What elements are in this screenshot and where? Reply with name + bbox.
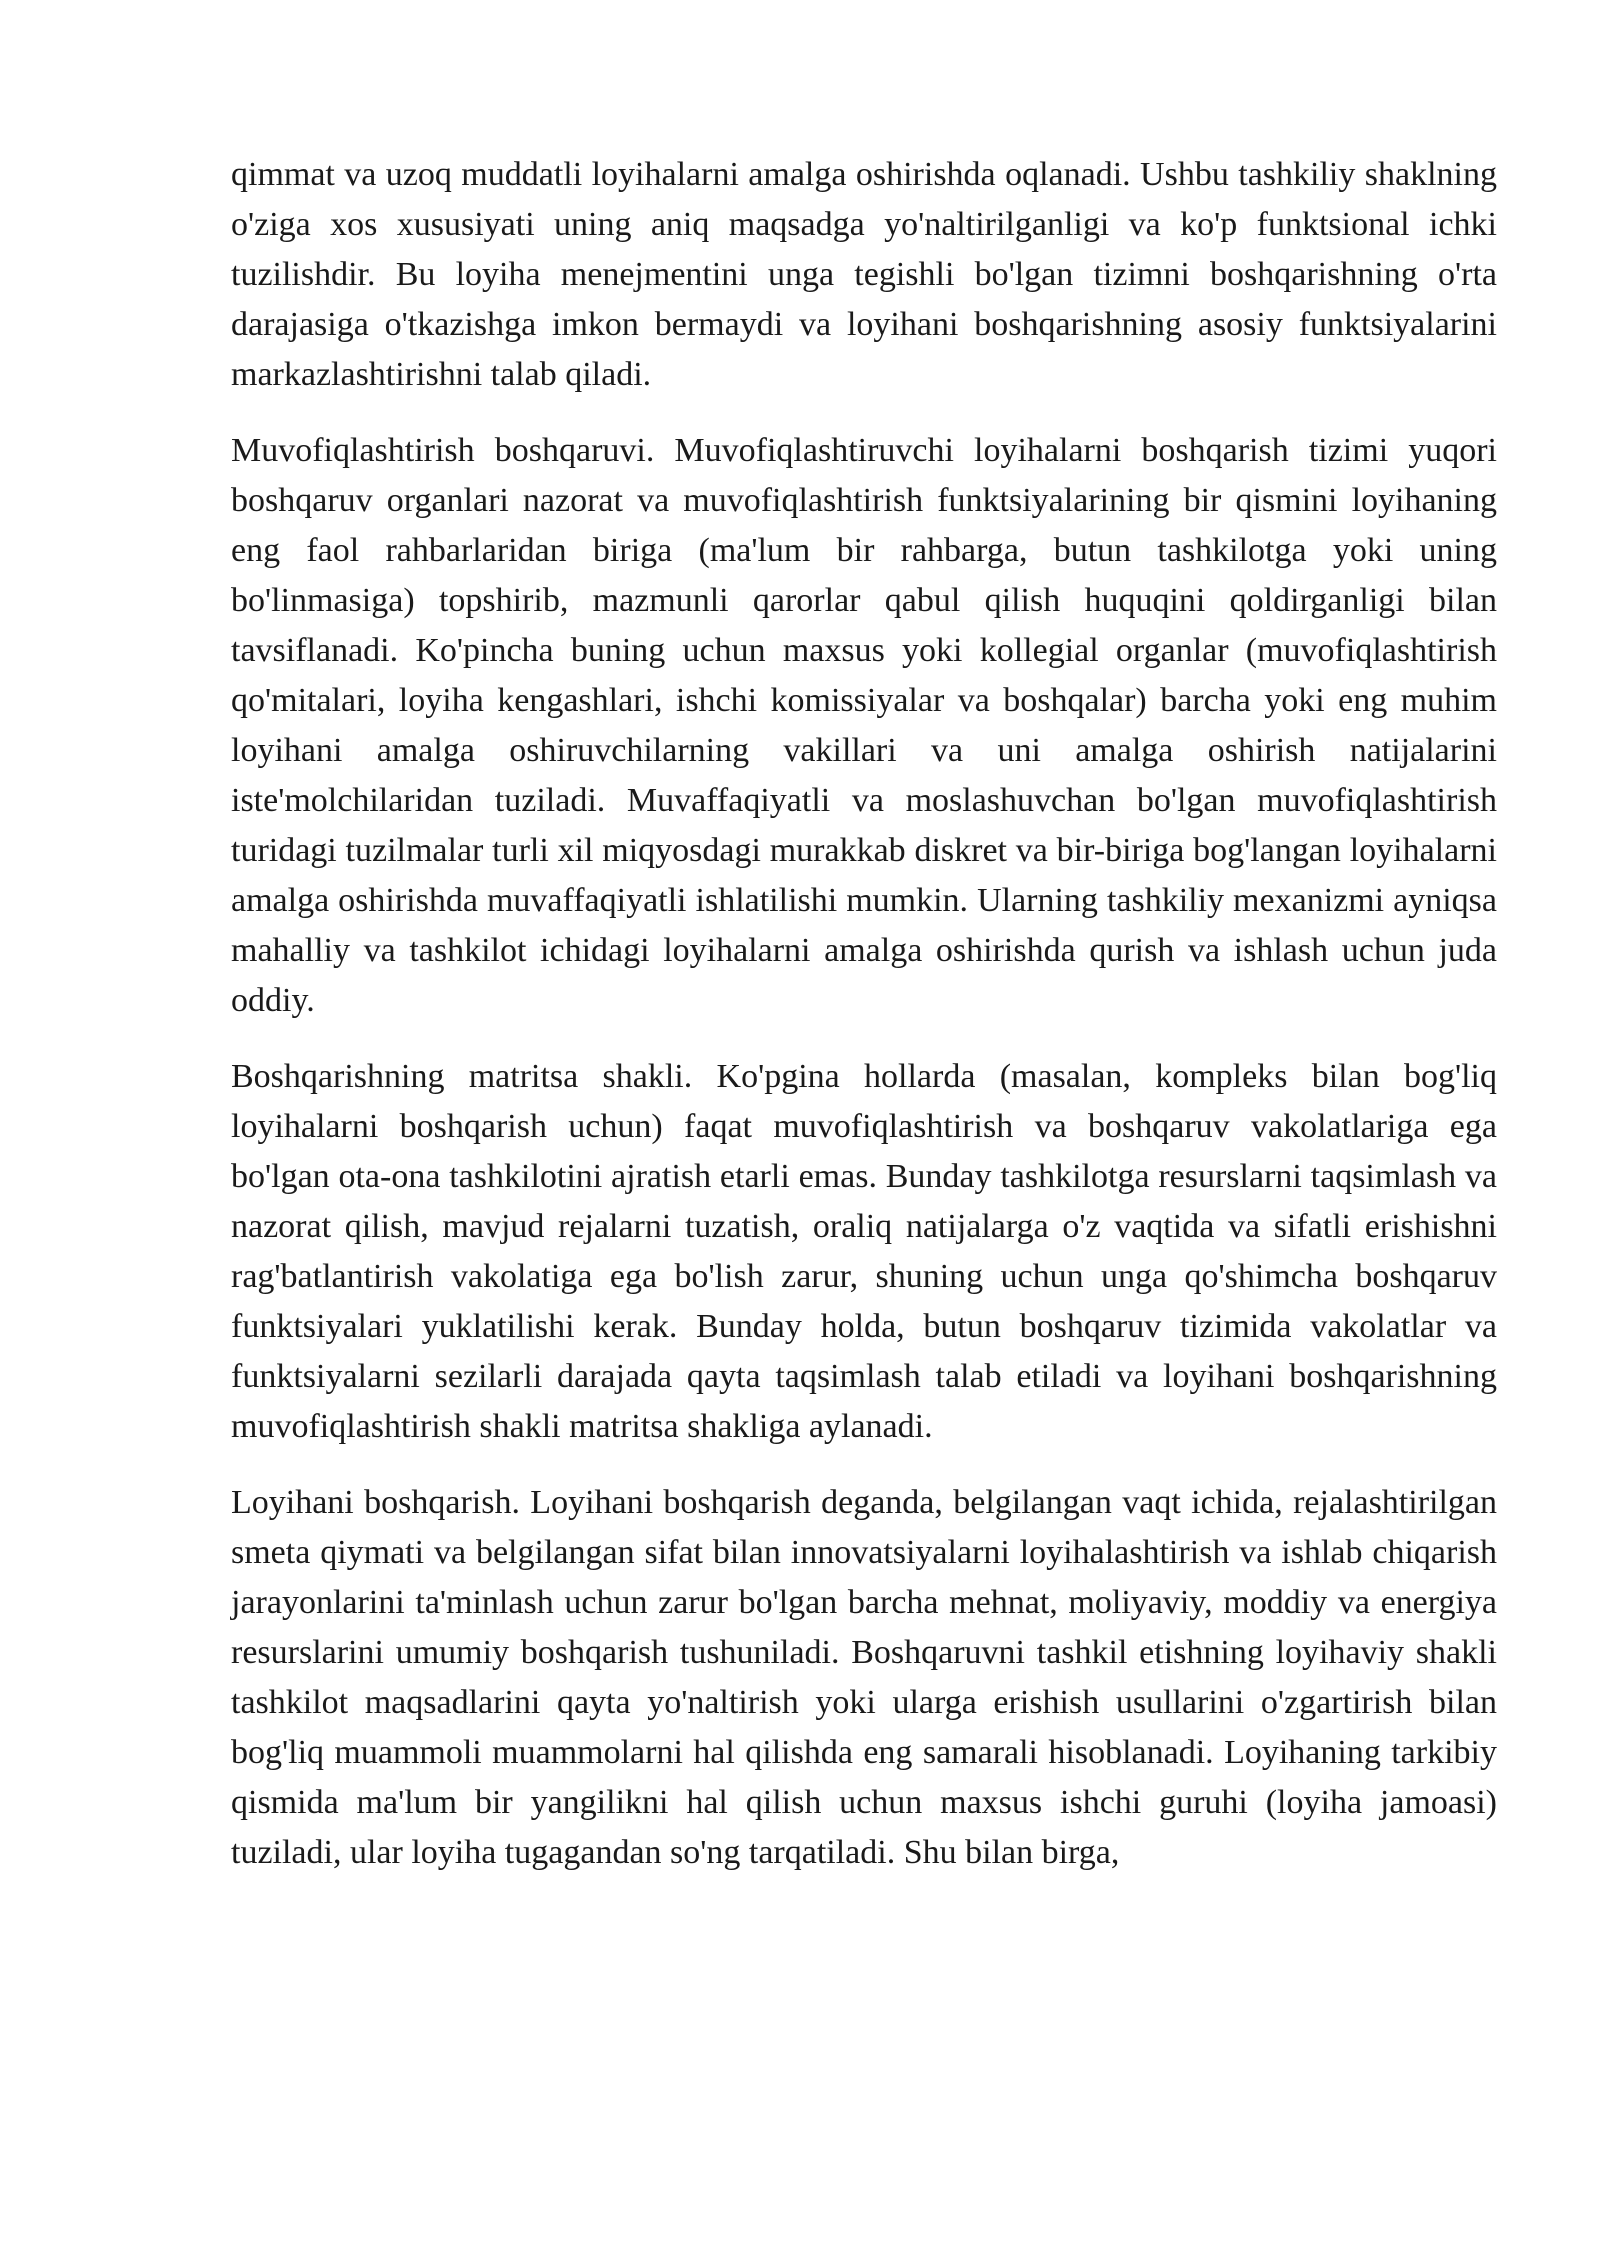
paragraph-1: qimmat va uzoq muddatli loyihalarni amalga oshirishda oqlanadi. Ushbu tashkiliy shaklning o'ziga xos xususiyati uning aniq maqsadga yo'naltirilganligi va ko'p funktsional ichki tuzilishdir. Bu loyiha menejmentini unga tegishli bo'lgan tizimni boshqarishning o'rta darajasiga o'tkazishga imkon bermaydi va loyihani boshqarishning asosiy funktsiyalarini markazlashtirishni talab qiladi. xyxy=(231,156,1497,393)
paragraph-4: Loyihani boshqarish. Loyihani boshqarish deganda, belgilangan vaqt ichida, rejalashtirilgan smeta qiymati va belgilangan sifat bilan innovatsiyalarni loyihalashtirish va ishlab chiqarish jarayonlarini ta'minlash uchun zarur bo'lgan barcha mehnat, moliyaviy, moddiy va energiya resurslarini umumiy boshqarish tushuniladi. Boshqaruvni tashkil etishning loyihaviy shakli tashkilot maqsadlarini qayta yo'naltirish yoki ularga erishish usullarini o'zgartirish bilan bog'liq muammoli muammolarni hal qilishda eng samarali hisoblanadi. Loyihaning tarkibiy qismida ma'lum bir yangilikni hal qilish uchun maxsus ishchi guruhi (loyiha jamoasi) tuziladi, ular loyiha tugagandan so'ng tarqatiladi. Shu bilan birga, xyxy=(231,1484,1497,1871)
paragraph-2: Muvofiqlashtirish boshqaruvi. Muvofiqlashtiruvchi loyihalarni boshqarish tizimi yuqori boshqaruv organlari nazorat va muvofiqlashtirish funktsiyalarining bir qismini loyihaning eng faol rahbarlaridan biriga (ma'lum bir rahbarga, butun tashkilotga yoki uning bo'linmasiga) topshirib, mazmunli qarorlar qabul qilish huquqini qoldirganligi bilan tavsiflanadi. Ko'pincha buning uchun maxsus yoki kollegial organlar (muvofiqlashtirish qo'mitalari, loyiha kengashlari, ishchi komissiyalar va boshqalar) barcha yoki eng muhim loyihani amalga oshiruvchilarning vakillari va uni amalga oshirish natijalarini iste'molchilaridan tuziladi. Muvaffaqiyatli va moslashuvchan bo'lgan muvofiqlashtirish turidagi tuzilmalar turli xil miqyosdagi murakkab diskret va bir-biriga bog'langan loyihalarni amalga oshirishda muvaffaqiyatli ishlatilishi mumkin. Ularning tashkiliy mexanizmi ayniqsa mahalliy va tashkilot ichidagi loyihalarni amalga oshirishda qurish va ishlash uchun juda oddiy. xyxy=(231,432,1497,1019)
document-body xyxy=(231,150,1497,1904)
paragraph-3: Boshqarishning matritsa shakli. Ko'pgina hollarda (masalan, kompleks bilan bog'liq loyihalarni boshqarish uchun) faqat muvofiqlashtirish va boshqaruv vakolatlariga ega bo'lgan ota-ona tashkilotini ajratish etarli emas. Bunday tashkilotga resurslarni taqsimlash va nazorat qilish, mavjud rejalarni tuzatish, oraliq natijalarga o'z vaqtida va sifatli erishishni rag'batlantirish vakolatiga ega bo'lish zarur, shuning uchun unga qo'shimcha boshqaruv funktsiyalari yuklatilishi kerak. Bunday holda, butun boshqaruv tizimida vakolatlar va funktsiyalarni sezilarli darajada qayta taqsimlash talab etiladi va loyihani boshqarishning muvofiqlashtirish shakli matritsa shakliga aylanadi. xyxy=(231,1058,1497,1445)
